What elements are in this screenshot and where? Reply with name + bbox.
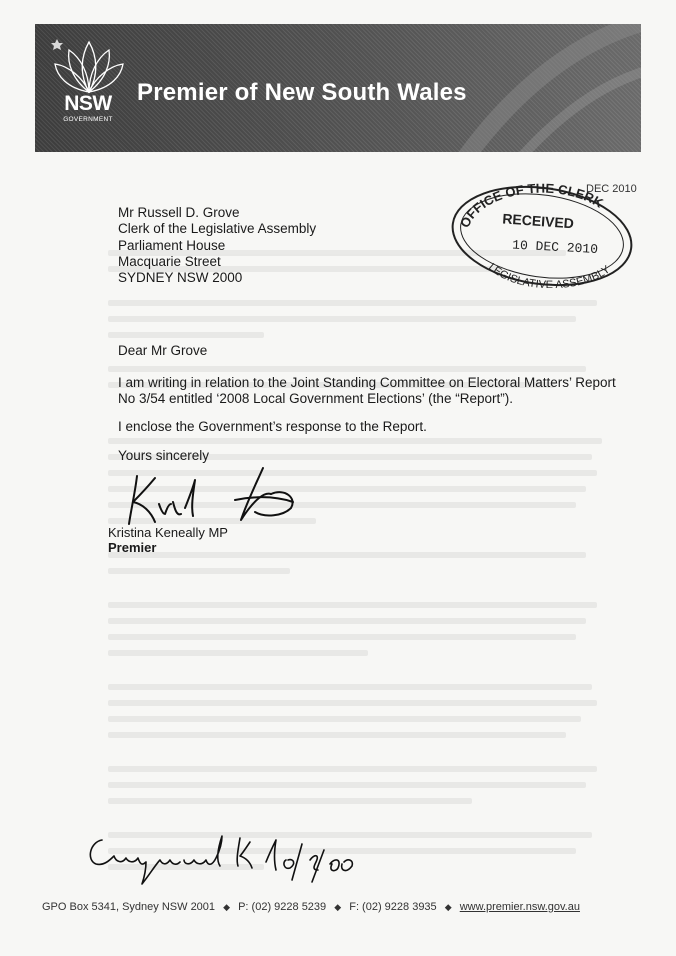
footer-separator-icon: ◆ <box>334 902 342 912</box>
stamp-bottom-text: LEGISLATIVE ASSEMBLY <box>486 261 613 288</box>
salutation: Dear Mr Grove <box>118 343 208 358</box>
closing: Yours sincerely <box>118 448 210 463</box>
waratah-logo-icon <box>49 34 129 139</box>
handwritten-annotation <box>80 820 360 900</box>
letterhead-banner <box>35 24 641 152</box>
footer-separator-icon: ◆ <box>223 902 231 912</box>
stamp-top-text: OFFICE OF THE CLERK <box>456 180 606 230</box>
svg-text:LEGISLATIVE ASSEMBLY <box>486 261 613 288</box>
body-paragraph: I am writing in relation to the Joint Standing Committee on Electoral Matters’ Report No 3/54 entitled ‘2008 Local Government Elections’ (the “Report”). <box>118 375 616 407</box>
signer-name: Kristina Keneally MP <box>108 525 228 540</box>
address-line: SYDNEY NSW 2000 <box>118 270 243 286</box>
stamp-received: RECEIVED <box>501 210 575 232</box>
recipient-address <box>118 205 316 286</box>
footer-address: GPO Box 5341, Sydney NSW 2001 <box>42 901 216 913</box>
logo-wordmark: NSW <box>64 92 112 115</box>
signer-title: Premier <box>108 540 157 555</box>
address-line: Clerk of the Legislative Assembly <box>118 221 317 237</box>
body-paragraph: I enclose the Government’s response to the Report. <box>118 419 427 434</box>
footer-phone: P: (02) 9228 5239 <box>238 901 327 913</box>
letterhead-title: Premier of New South Wales <box>137 79 467 106</box>
stamp-date: 10 DEC 2010 <box>511 237 599 258</box>
address-line: Mr Russell D. Grove <box>118 205 240 220</box>
address-line: Macquarie Street <box>118 253 221 269</box>
logo-subtext: GOVERNMENT <box>63 116 113 123</box>
footer-fax: F: (02) 9228 3935 <box>349 901 437 913</box>
letter-footer <box>42 901 580 913</box>
address-line: Parliament House <box>118 237 226 253</box>
bleed-through-text <box>108 250 628 850</box>
stamp-corner-date: DEC 2010 <box>586 183 637 195</box>
footer-separator-icon: ◆ <box>444 902 452 912</box>
footer-website-link[interactable]: www.premier.nsw.gov.au <box>459 901 580 913</box>
